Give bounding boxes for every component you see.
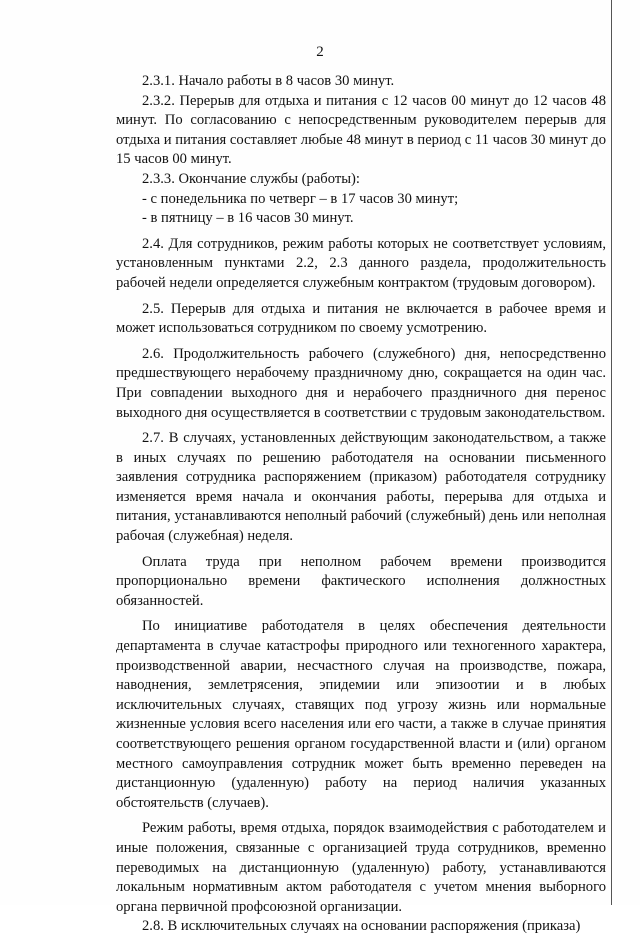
paragraph-2-7: 2.7. В случаях, установленных действующим законодательством, а также в иных случаях по решению работодателя на основании письменного заявления сотрудника распоряжением (приказом) работодателя сотруднику изменяется время начала и окончания работы, перерыва для отдыха и питания, устанавливаются неполный рабочий (служебный) день или неполная рабочая (служебная) неделя.: [116, 430, 606, 545]
list-item-mon-thu: - с понедельника по четверг – в 17 часов 30 минут;: [142, 190, 459, 207]
list-item-friday: - в пятницу – в 16 часов 30 минут.: [142, 210, 354, 227]
paragraph-2-3-2: 2.3.2. Перерыв для отдыха и питания с 12 часов 00 минут до 12 часов 48 минут. По согласованию с непосредственным руководителем перерыв для отдыха и питания составляет любые 48 минут в период с 11 часов 30 минут до 15 часов 00 минут.: [116, 92, 606, 168]
paragraph-remote-work: По инициативе работодателя в целях обеспечения деятельности департамента в случае катастрофы природного или техногенного характера, производственной аварии, несчастного случая на производстве, пожара, наводнения, землетрясения, эпидемии или эпизоотии и в любых исключительных случаях, ставящих под угрозу жизнь или нормальные жизненные условия всего населения или его части, а также в случае принятия соответствующего решения органом государственной власти и (или) органом местного самоуправления сотрудник может быть временно переведен на дистанционную (удаленную) работу на период наличия указанных обстоятельств (случаев).: [116, 618, 606, 811]
paragraph-2-5: 2.5. Перерыв для отдыха и питания не включается в рабочее время и может использоваться сотрудником по своему усмотрению.: [116, 300, 606, 337]
paragraph-2-4: 2.4. Для сотрудников, режим работы которых не соответствует условиям, установленным пунктами 2.2, 2.3 данного раздела, продолжительность рабочей недели определяется служебным контрактом (трудовым договором).: [116, 235, 606, 291]
paragraph-2-6: 2.6. Продолжительность рабочего (служебного) дня, непосредственно предшествующего нерабочему праздничному дню, сокращается на один час. При совпадении выходного дня и нерабочего праздничного дня перенос выходного дня осуществляется в соответствии с трудовым законодательством.: [116, 345, 606, 421]
paragraph-2-8: 2.8. В исключительных случаях на основании распоряжения (приказа): [142, 918, 581, 935]
document-body: [116, 72, 606, 937]
page-number: 2: [316, 44, 324, 60]
paragraph-2-3-3: 2.3.3. Окончание службы (работы):: [142, 170, 360, 187]
paragraph-remote-regime: Режим работы, время отдыха, порядок взаимодействия с работодателем и иные положения, связанные с организацией труда сотрудников, временно переводимых на дистанционную (удаленную) работу, устанавливаются локальным нормативным актом работодателя с учетом мнения выборного органа первичной профсоюзной организации.: [116, 820, 606, 915]
paragraph-2-3-1: 2.3.1. Начало работы в 8 часов 30 минут.: [142, 73, 395, 89]
paragraph-payment: Оплата труда при неполном рабочем времени производится пропорционально времени фактического исполнения должностных обязанностей.: [116, 553, 606, 609]
scan-edge-line: [611, 0, 612, 905]
